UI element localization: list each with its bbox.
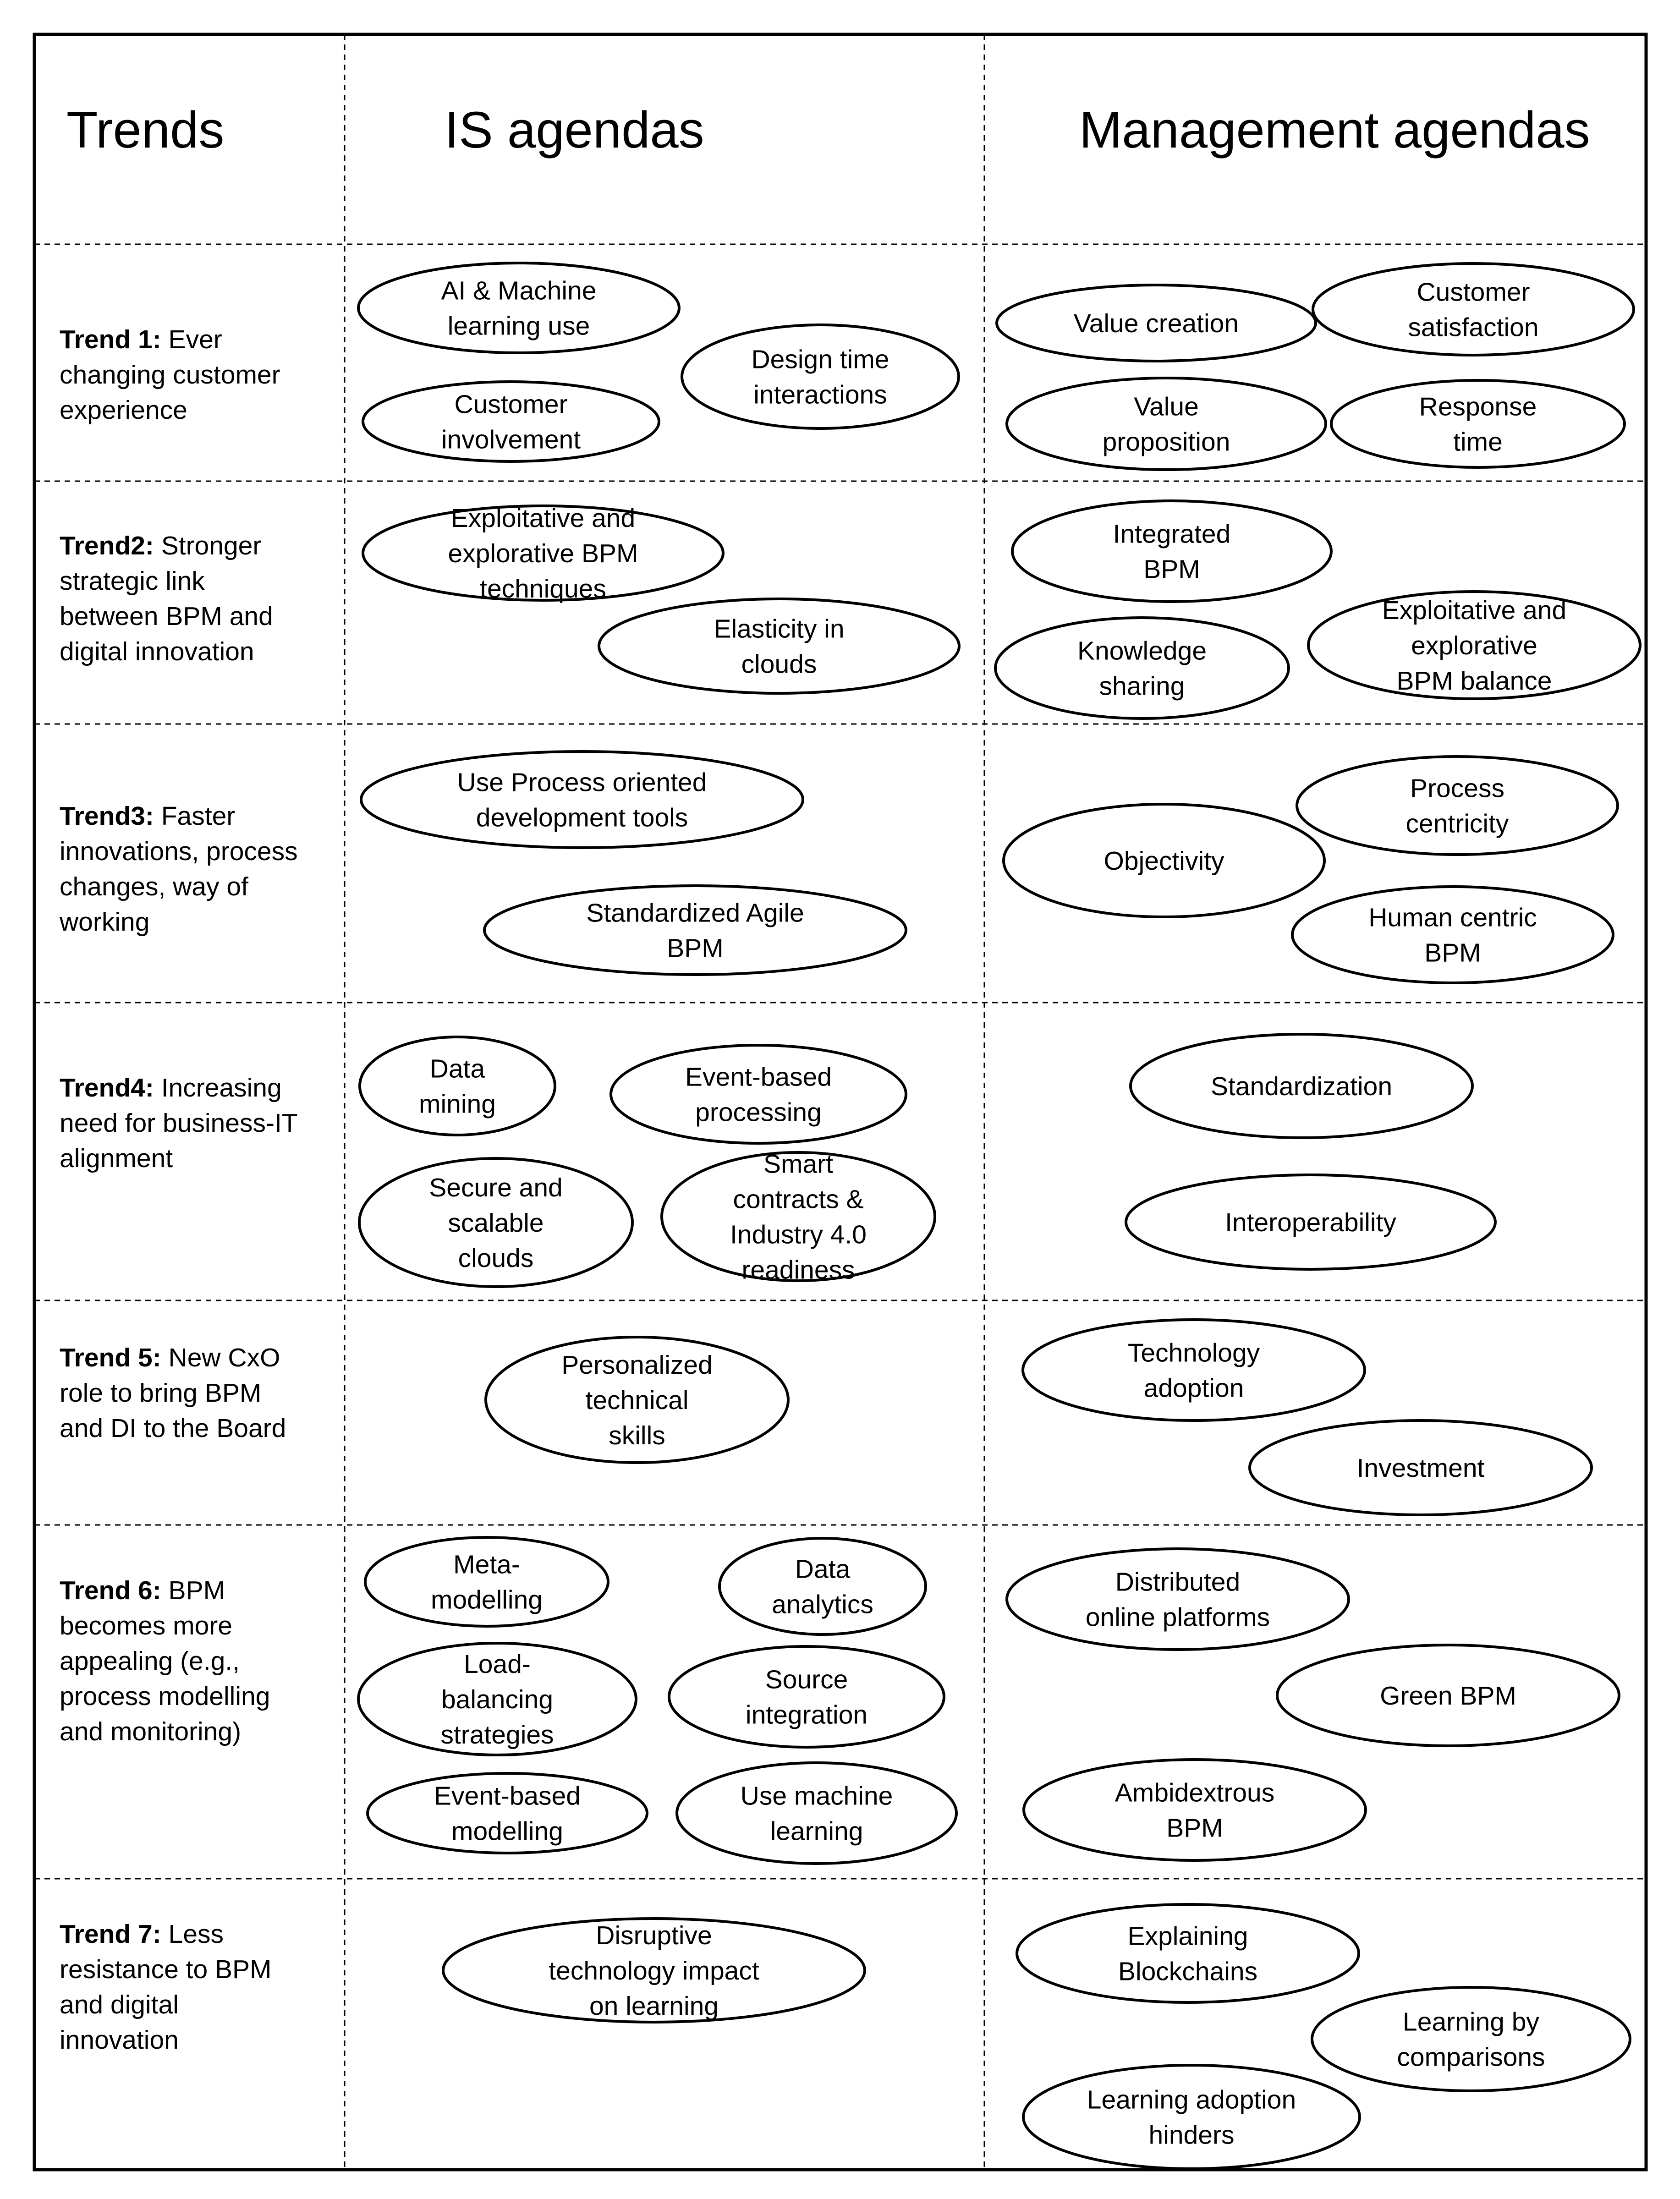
agenda-label-line: Meta- bbox=[453, 1550, 520, 1579]
trend-text-line: digital innovation bbox=[60, 637, 254, 666]
agenda-oval-shape bbox=[1023, 1320, 1365, 1420]
agenda-label-line: explorative BPM bbox=[448, 539, 638, 568]
agenda-label-line: Industry 4.0 bbox=[730, 1220, 867, 1250]
agenda-label-line: online platforms bbox=[1085, 1602, 1270, 1632]
agenda-label-line: Elasticity in bbox=[714, 614, 845, 644]
trend-text-line: becomes more bbox=[60, 1611, 232, 1640]
trend-number: Trend4: bbox=[60, 1073, 161, 1102]
agenda-label-line: involvement bbox=[441, 425, 581, 455]
agenda-label-line: Distributed bbox=[1115, 1567, 1241, 1597]
agenda-label-line: processing bbox=[695, 1097, 822, 1127]
trend-title-start: Faster bbox=[161, 801, 236, 831]
agenda-label-line: Human centric bbox=[1368, 903, 1537, 932]
is-agenda-exploitative-and-explorative-bpm-techniques bbox=[363, 504, 723, 603]
is-agenda-standardized-agile-bpm bbox=[484, 886, 906, 975]
agenda-label-line: Value bbox=[1134, 392, 1199, 422]
agenda-label-line: Exploitative and bbox=[1382, 596, 1567, 625]
agenda-label-line: on learning bbox=[589, 1991, 719, 2021]
agenda-label-line: scalable bbox=[448, 1208, 544, 1238]
trend-5-label bbox=[60, 1343, 286, 1443]
mgmt-agenda-ambidextrous-bpm bbox=[1024, 1760, 1366, 1860]
agenda-label-line: Event-based bbox=[685, 1062, 832, 1092]
agenda-label-line: sharing bbox=[1099, 671, 1185, 701]
trend-text-line: resistance to BPM bbox=[60, 1955, 272, 1984]
is-agenda-event-based-processing bbox=[611, 1045, 906, 1143]
agenda-label-line: technical bbox=[585, 1386, 689, 1415]
agenda-label-line: Load- bbox=[464, 1650, 531, 1679]
mgmt-agenda-process-centricity bbox=[1297, 757, 1618, 855]
agenda-label bbox=[1104, 846, 1224, 876]
agenda-label-line: AI & Machine bbox=[441, 276, 597, 306]
agenda-label-line: Investment bbox=[1356, 1453, 1485, 1483]
agenda-label-line: modelling bbox=[431, 1585, 543, 1615]
agenda-label-line: contracts & bbox=[733, 1184, 864, 1214]
is-agenda-source-integration bbox=[669, 1646, 944, 1747]
agenda-label-line: integration bbox=[745, 1700, 868, 1730]
is-agenda-smart-contracts-industry-4-0-readiness bbox=[662, 1150, 935, 1285]
mgmt-agenda-customer-satisfaction bbox=[1313, 263, 1634, 355]
agenda-label-line: strategies bbox=[440, 1720, 554, 1749]
agenda-label-line: Value creation bbox=[1073, 309, 1239, 338]
agenda-label-line: balancing bbox=[441, 1685, 554, 1714]
agenda-label-line: Knowledge bbox=[1077, 636, 1207, 666]
agenda-oval-shape bbox=[1012, 501, 1331, 602]
mgmt-agenda-standardization bbox=[1131, 1034, 1472, 1138]
is-agenda-disruptive-technology-impact-on-learning bbox=[443, 1919, 865, 2022]
is-agenda-secure-and-scalable-clouds bbox=[359, 1158, 632, 1287]
agenda-label-line: BPM bbox=[1143, 554, 1200, 584]
trend-text-line bbox=[60, 801, 235, 831]
agenda-label-line: Standardization bbox=[1210, 1072, 1393, 1101]
agenda-label bbox=[1211, 1072, 1392, 1101]
agenda-label-line: skills bbox=[609, 1421, 665, 1450]
agenda-label-line: Smart bbox=[763, 1149, 834, 1179]
is-agenda-use-machine-learning bbox=[677, 1763, 956, 1864]
agenda-label-line: Standardized Agile bbox=[586, 898, 804, 928]
agenda-oval-shape bbox=[669, 1646, 944, 1747]
trend-text-line: changing customer bbox=[60, 360, 280, 389]
trend-text-line: need for business-IT bbox=[60, 1108, 298, 1138]
agenda-label-line: Response bbox=[1419, 392, 1537, 422]
agenda-label-line: clouds bbox=[458, 1244, 534, 1273]
trend-text-line bbox=[60, 1576, 225, 1605]
agenda-label-line: Ambidextrous bbox=[1115, 1778, 1275, 1808]
agenda-label-line: Exploitative and bbox=[450, 504, 636, 533]
trend-1-label bbox=[60, 325, 280, 425]
trend-text-line: appealing (e.g., bbox=[60, 1646, 240, 1676]
agenda-oval-shape bbox=[677, 1763, 956, 1864]
agenda-label-line: development tools bbox=[476, 803, 688, 833]
agenda-label-line: Data bbox=[795, 1554, 851, 1584]
agenda-label-line: Green BPM bbox=[1380, 1681, 1516, 1711]
agenda-label-line: satisfaction bbox=[1408, 313, 1539, 342]
trend-text-line: experience bbox=[60, 395, 187, 425]
agenda-label-line: Data bbox=[429, 1054, 485, 1084]
agenda-label bbox=[1357, 1453, 1485, 1483]
mgmt-agenda-exploitative-and-explorative-bpm-balance bbox=[1308, 592, 1640, 699]
agenda-label-line: BPM bbox=[1424, 938, 1481, 968]
agenda-label-line: Explaining bbox=[1127, 1921, 1248, 1951]
agenda-label-line: Secure and bbox=[429, 1173, 563, 1202]
agenda-label-line: Learning adoption bbox=[1087, 2085, 1296, 2115]
is-agenda-use-process-oriented-development-tools bbox=[361, 751, 803, 848]
trend-text-line: and monitoring) bbox=[60, 1717, 242, 1746]
trend-text-line bbox=[60, 325, 222, 354]
agenda-label-line: Customer bbox=[1416, 277, 1530, 307]
agenda-oval-shape bbox=[1017, 1904, 1359, 2002]
agenda-label-line: Blockchains bbox=[1118, 1957, 1258, 1986]
header-is-agendas: IS agendas bbox=[445, 101, 704, 159]
agenda-label-line: mining bbox=[419, 1089, 496, 1119]
agenda-label-line: BPM bbox=[667, 933, 724, 963]
agenda-label-line: Learning by bbox=[1403, 2007, 1539, 2037]
is-agenda-personalized-technical-skills bbox=[486, 1337, 788, 1463]
is-agenda-elasticity-in-clouds bbox=[599, 599, 959, 693]
agenda-label-line: Interoperability bbox=[1225, 1208, 1396, 1237]
mgmt-agenda-human-centric-bpm bbox=[1292, 887, 1613, 983]
mgmt-agenda-value-creation bbox=[997, 285, 1316, 361]
mgmt-agenda-knowledge-sharing bbox=[995, 618, 1289, 718]
agenda-label-line: Design time bbox=[751, 345, 889, 374]
trend-text-line: and digital bbox=[60, 1990, 179, 2019]
trend-text-line: alignment bbox=[60, 1144, 173, 1173]
trend-text-line bbox=[60, 1919, 224, 1949]
trend-text-line: and DI to the Board bbox=[60, 1414, 286, 1443]
is-agenda-meta-modelling bbox=[365, 1537, 608, 1626]
trend-title-start: Ever bbox=[168, 325, 222, 354]
trend-number: Trend 1: bbox=[60, 325, 169, 354]
agenda-label-line: Use machine bbox=[740, 1781, 893, 1811]
trend-3-label bbox=[59, 801, 298, 937]
trend-text-line bbox=[60, 1343, 280, 1372]
mgmt-agenda-objectivity bbox=[1004, 804, 1324, 917]
agenda-oval-shape bbox=[1024, 1760, 1366, 1860]
agenda-oval-shape bbox=[599, 599, 959, 693]
agenda-label-line: analytics bbox=[772, 1590, 873, 1619]
mgmt-agenda-green-bpm bbox=[1277, 1645, 1619, 1746]
trend-text-line: role to bring BPM bbox=[60, 1378, 262, 1408]
agenda-label bbox=[1074, 309, 1239, 338]
trend-text-line bbox=[60, 531, 261, 560]
header-management-agendas: Management agendas bbox=[1079, 101, 1590, 159]
trend-text-line: innovation bbox=[60, 2025, 179, 2055]
agenda-oval-shape bbox=[1297, 757, 1618, 855]
mgmt-agenda-explaining-blockchains bbox=[1017, 1904, 1359, 2002]
agenda-oval-shape bbox=[995, 618, 1289, 718]
agenda-label-line: Disruptive bbox=[596, 1921, 712, 1950]
trend-text-line: innovations, process bbox=[60, 837, 298, 866]
agenda-label-line: learning bbox=[770, 1816, 863, 1846]
agenda-oval-shape bbox=[611, 1045, 906, 1143]
agenda-label bbox=[1225, 1208, 1396, 1237]
is-agenda-customer-involvement bbox=[363, 382, 659, 461]
trend-text-line: process modelling bbox=[60, 1682, 270, 1711]
trend-title-start: Less bbox=[168, 1919, 224, 1949]
mgmt-agenda-technology-adoption bbox=[1023, 1320, 1365, 1420]
trend-text-line: between BPM and bbox=[60, 602, 273, 631]
agenda-label-line: BPM balance bbox=[1396, 666, 1552, 696]
is-agenda-data-analytics bbox=[719, 1538, 926, 1634]
agenda-oval-shape bbox=[1023, 2065, 1360, 2169]
agenda-label-line: Event-based bbox=[434, 1781, 581, 1811]
is-agenda-ai-machine-learning-use bbox=[358, 263, 679, 353]
trend-text-line: working bbox=[60, 907, 150, 937]
agenda-label-line: Process bbox=[1410, 773, 1504, 803]
agenda-oval-shape bbox=[719, 1538, 926, 1634]
agenda-label-line: technology impact bbox=[549, 1956, 759, 1985]
agenda-label bbox=[1380, 1681, 1516, 1711]
trend-title-start: BPM bbox=[168, 1576, 225, 1605]
agenda-label-line: techniques bbox=[480, 574, 606, 603]
trend-text-line bbox=[60, 1073, 282, 1102]
mgmt-agenda-learning-adoption-hinders bbox=[1023, 2065, 1360, 2169]
agenda-label-line: comparisons bbox=[1397, 2042, 1545, 2072]
agenda-label-line: proposition bbox=[1102, 427, 1230, 457]
mgmt-agenda-response-time bbox=[1331, 380, 1625, 467]
agenda-label-line: learning use bbox=[447, 311, 590, 341]
mgmt-agenda-learning-by-comparisons bbox=[1312, 1987, 1630, 2091]
trend-6-label bbox=[60, 1576, 270, 1746]
trend-title-start: New CxO bbox=[168, 1343, 280, 1372]
trend-number: Trend2: bbox=[60, 531, 161, 560]
agenda-label-line: explorative bbox=[1411, 631, 1537, 660]
agenda-oval-shape bbox=[682, 325, 959, 428]
trend-7-label bbox=[60, 1919, 272, 2055]
trend-2-label bbox=[60, 531, 273, 666]
agenda-oval-shape bbox=[360, 1037, 555, 1135]
agenda-label-line: Objectivity bbox=[1104, 846, 1224, 876]
trend-number: Trend 5: bbox=[60, 1343, 169, 1372]
mgmt-agenda-distributed-online-platforms bbox=[1007, 1549, 1349, 1650]
agenda-label-line: centricity bbox=[1405, 809, 1509, 839]
trend-number: Trend 6: bbox=[60, 1576, 169, 1605]
agenda-oval-shape bbox=[1312, 1987, 1630, 2091]
agenda-label-line: modelling bbox=[451, 1816, 563, 1846]
is-agenda-data-mining bbox=[360, 1037, 555, 1135]
agenda-oval-shape bbox=[1292, 887, 1613, 983]
agenda-label-line: adoption bbox=[1143, 1373, 1244, 1403]
agenda-label-line: time bbox=[1453, 427, 1503, 457]
trend-text-line: strategic link bbox=[60, 566, 205, 596]
trend-number: Trend3: bbox=[60, 801, 161, 831]
mgmt-agenda-interoperability bbox=[1126, 1175, 1495, 1269]
agenda-label-line: clouds bbox=[741, 649, 817, 679]
agenda-label-line: Integrated bbox=[1113, 519, 1231, 549]
trend-number: Trend 7: bbox=[60, 1919, 169, 1949]
agenda-label-line: Use Process oriented bbox=[457, 768, 707, 797]
is-agenda-event-based-modelling bbox=[368, 1773, 647, 1853]
agenda-label-line: Source bbox=[765, 1665, 848, 1694]
agenda-oval-shape bbox=[361, 751, 803, 848]
trend-4-label bbox=[60, 1073, 298, 1173]
agenda-label-line: BPM bbox=[1166, 1813, 1223, 1843]
trend-title-start: Stronger bbox=[161, 531, 262, 560]
agenda-label-line: readiness bbox=[741, 1255, 855, 1285]
agenda-label-line: hinders bbox=[1148, 2120, 1235, 2150]
header-trends: Trends bbox=[66, 101, 225, 159]
trend-text-line: changes, way of bbox=[60, 872, 248, 901]
mgmt-agenda-integrated-bpm bbox=[1012, 501, 1331, 602]
agenda-oval-shape bbox=[1007, 1549, 1349, 1650]
trend-title-start: Increasing bbox=[161, 1073, 282, 1102]
agenda-label-line: Customer bbox=[454, 389, 568, 419]
is-agenda-design-time-interactions bbox=[682, 325, 959, 428]
mgmt-agenda-investment bbox=[1250, 1420, 1592, 1515]
agenda-label-line: interactions bbox=[753, 380, 887, 410]
mgmt-agenda-value-proposition bbox=[1007, 378, 1326, 470]
agenda-label-line: Technology bbox=[1127, 1338, 1260, 1368]
is-agenda-load-balancing-strategies bbox=[358, 1643, 636, 1755]
agenda-label-line: Personalized bbox=[561, 1350, 713, 1380]
